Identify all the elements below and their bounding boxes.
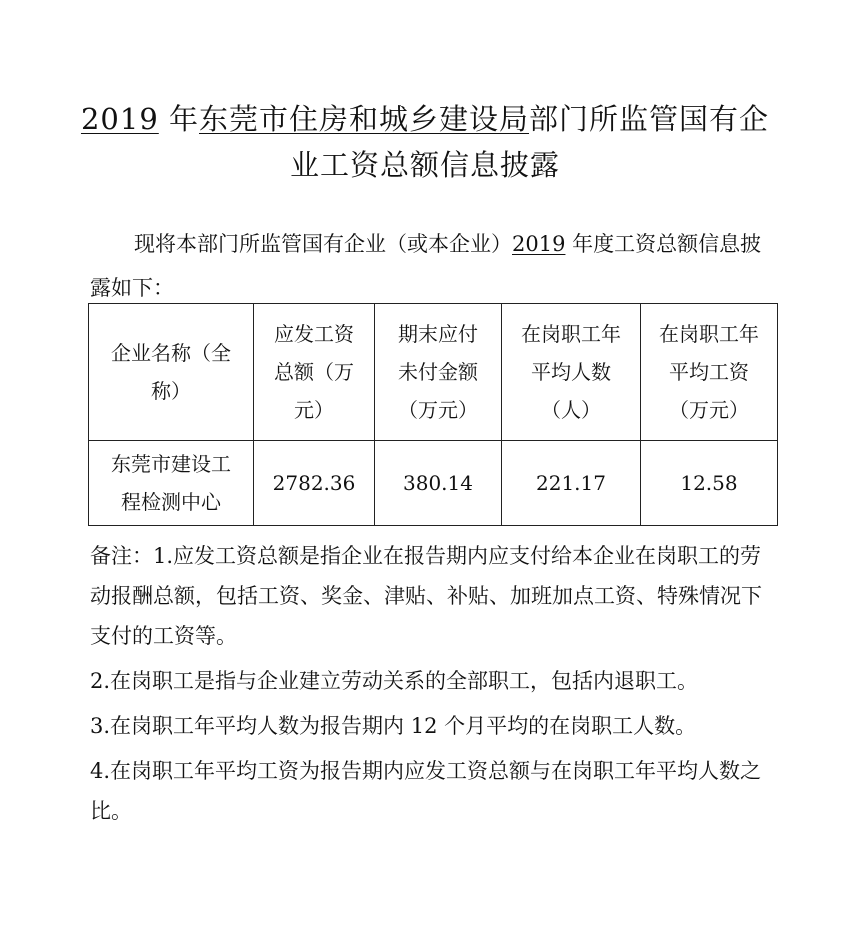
notes-section (90, 536, 770, 831)
intro-paragraph (90, 222, 765, 310)
table-header-row (89, 304, 778, 441)
cell-avg-wage: 12.58 (641, 441, 778, 526)
intro-before: 现将本部门所监管国有企业（或本企业） (134, 232, 512, 256)
header-company-name: 企业名称（全 称） (89, 304, 254, 441)
cell-total-wages: 2782.36 (254, 441, 375, 526)
cell-company-name: 东莞市建设工 程检测中心 (89, 441, 254, 526)
header-avg-wage: 在岗职工年 平均工资 （万元） (641, 304, 778, 441)
title-year-suffix: 年 (158, 102, 199, 136)
document-title (60, 96, 790, 188)
cell-unpaid: 380.14 (375, 441, 502, 526)
note-2: 2.在岗职工是指与企业建立劳动关系的全部职工，包括内退职工。 (90, 669, 699, 693)
note-1: 备注：1.应发工资总额是指企业在报告期内应支付给本企业在岗职工的劳动报酬总额，包括工资、奖金、津贴、补贴、加班加点工资、特殊情况下支付的工资等。 (90, 544, 762, 648)
header-total-wages: 应发工资 总额（万 元） (254, 304, 375, 441)
table-row (89, 441, 778, 526)
intro-year: 2019 (512, 232, 566, 256)
intro-after: 年度工资总额信息披露如下： (90, 232, 762, 300)
title-line1-rest: 部门所监管国有企 (529, 102, 770, 136)
title-year: 2019 (80, 102, 159, 136)
note-4: 4.在岗职工年平均工资为报告期内应发工资总额与在岗职工年平均人数之比。 (90, 759, 762, 823)
header-avg-staff: 在岗职工年 平均人数 （人） (502, 304, 641, 441)
wage-table (88, 303, 778, 526)
title-bureau: 东莞市住房和城乡建设局 (199, 102, 530, 136)
note-3: 3.在岗职工年平均人数为报告期内 12 个月平均的在岗职工人数。 (90, 714, 697, 738)
header-unpaid: 期末应付 未付金额 （万元） (375, 304, 502, 441)
title-line2: 业工资总额信息披露 (289, 148, 560, 182)
cell-avg-staff: 221.17 (502, 441, 641, 526)
